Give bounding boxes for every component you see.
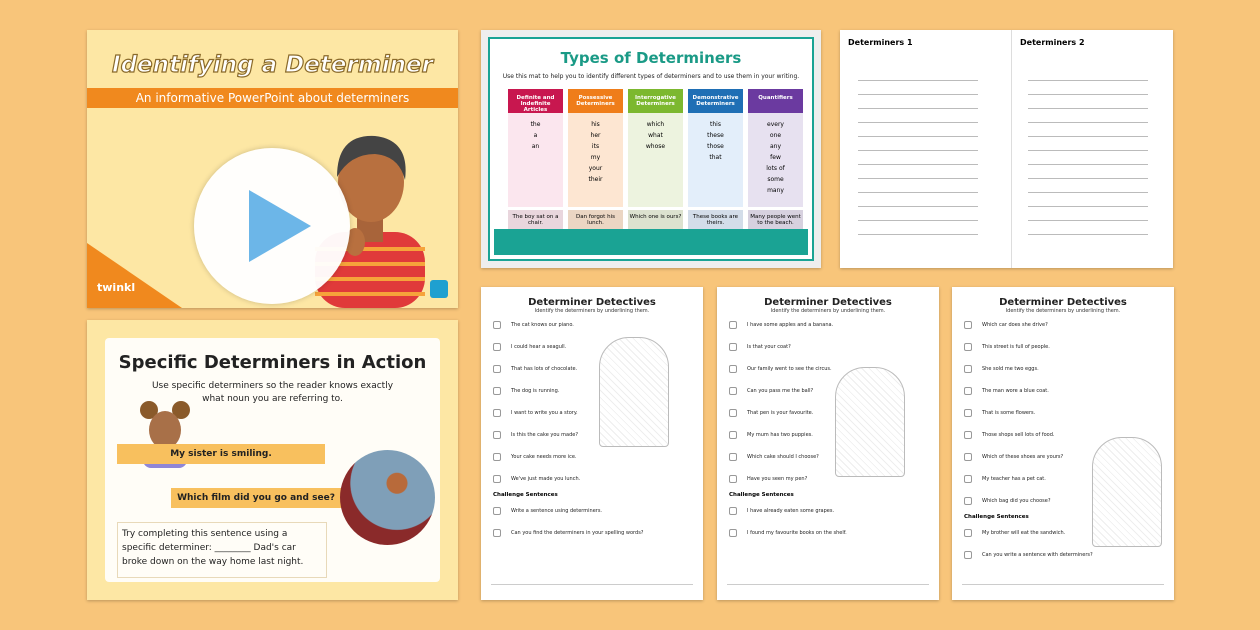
text-line [1028, 220, 1148, 221]
checkbox[interactable] [493, 507, 501, 515]
text-line [858, 164, 978, 165]
checkbox[interactable] [729, 507, 737, 515]
column-words [688, 113, 743, 207]
item-text: Our family went to see the circus. [747, 366, 832, 372]
determiner-word: lots of [766, 165, 785, 172]
list-item [493, 446, 703, 468]
item-text: This street is full of people. [982, 344, 1050, 350]
list-item [964, 314, 1174, 336]
list-item [493, 380, 703, 402]
item-text: She sold me two eggs. [982, 366, 1039, 372]
item-text: The man wore a blue coat. [982, 388, 1049, 394]
column-words [568, 113, 623, 207]
list-item [729, 380, 939, 402]
text-line [1028, 206, 1148, 207]
determiner-word: its [591, 143, 600, 150]
text-line [858, 108, 978, 109]
checkbox[interactable] [964, 453, 972, 461]
determiner-word: any [769, 143, 782, 150]
item-text: Can you find the determiners in your spelling words? [511, 530, 644, 536]
checkbox[interactable] [964, 387, 972, 395]
determiner-word: those [707, 143, 724, 150]
example-sentence-2: Which film did you go and see? [171, 488, 341, 508]
mat-title: Types of Determiners [560, 49, 742, 67]
determiner-word: one [769, 132, 782, 139]
orange-corner [87, 243, 182, 308]
worksheet-footer [962, 584, 1164, 592]
determiners-worksheets-preview[interactable] [840, 30, 1173, 268]
column-header: Possessive Determiners [568, 89, 623, 113]
list-item [493, 358, 703, 380]
determiner-word: some [767, 176, 784, 183]
item-text: That has lots of chocolate. [511, 366, 578, 372]
text-line [1028, 192, 1148, 193]
determiner-word: which [646, 121, 665, 128]
checkbox[interactable] [493, 321, 501, 329]
challenge-item [493, 500, 703, 522]
item-text: My brother will eat the sandwich. [982, 530, 1066, 536]
item-text: Is this the cake you made? [511, 432, 578, 438]
list-item [729, 402, 939, 424]
text-line [858, 150, 978, 151]
item-text: We've just made you lunch. [511, 476, 581, 482]
cinema-image [340, 450, 435, 545]
slide-subtitle: An informative PowerPoint about determiners [87, 88, 458, 108]
challenge-item [729, 500, 939, 522]
list-item [493, 314, 703, 336]
checkbox[interactable] [729, 475, 737, 483]
list-item [729, 446, 939, 468]
text-line [858, 220, 978, 221]
column-words [508, 113, 563, 207]
text-line [1028, 150, 1148, 151]
worksheet-title: Determiner Detectives [764, 297, 892, 308]
determiner-word: what [648, 132, 663, 139]
item-text: The dog is running. [511, 388, 560, 394]
text-line [1028, 178, 1148, 179]
challenge-heading: Challenge Sentences [493, 492, 558, 498]
column-example: These books are theirs. [688, 210, 743, 234]
column-words [748, 113, 803, 207]
list-item [964, 358, 1174, 380]
determiner-word: this [710, 121, 721, 128]
mat-subtitle: Use this mat to help you to identify different types of determiners and to use them in your writing. [502, 73, 800, 80]
text-line [1028, 94, 1148, 95]
item-text: My teacher has a pet cat. [982, 476, 1046, 482]
checkbox[interactable] [964, 431, 972, 439]
determiner-word: their [588, 176, 603, 183]
sheet-title: Determiners 1 [848, 38, 913, 47]
checkbox[interactable] [964, 365, 972, 373]
item-text: Have you seen my pen? [747, 476, 808, 482]
challenge-heading: Challenge Sentences [729, 492, 794, 498]
detective-illustration [599, 337, 669, 447]
determiner-word: a [533, 132, 538, 139]
challenge-item [964, 544, 1174, 566]
checkbox[interactable] [729, 431, 737, 439]
checkbox[interactable] [964, 529, 972, 537]
column-example: Dan forgot his lunch. [568, 210, 623, 234]
list-item [493, 402, 703, 424]
text-line [858, 80, 978, 81]
determiner-column [628, 89, 683, 234]
list-item [493, 336, 703, 358]
determiner-detectives-worksheet[interactable] [717, 287, 939, 600]
worksheet-instruction: Identify the determiners by underlining them. [1005, 308, 1121, 314]
determiner-detectives-worksheet[interactable] [952, 287, 1174, 600]
list-item [964, 336, 1174, 358]
example-sentence-1: My sister is smiling. [117, 444, 325, 464]
text-line [858, 206, 978, 207]
item-text: That is some flowers. [982, 410, 1036, 416]
checkbox[interactable] [493, 431, 501, 439]
worksheet-title: Determiner Detectives [528, 297, 656, 308]
determiner-column [568, 89, 623, 234]
item-text: I have some apples and a banana. [747, 322, 834, 328]
list-item [729, 468, 939, 490]
determiner-word: few [770, 154, 781, 161]
item-text: I could hear a seagull. [511, 344, 567, 350]
slide-description: Use specific determiners so the reader knows exactly what noun you are referring to. [151, 381, 394, 404]
text-line [858, 178, 978, 179]
determiner-word: his [591, 121, 600, 128]
challenge-heading: Challenge Sentences [964, 514, 1029, 520]
badge-icon [430, 280, 448, 298]
list-item [729, 336, 939, 358]
item-text: Can you pass me the ball? [747, 388, 814, 394]
text-line [1028, 234, 1148, 235]
checkbox[interactable] [964, 475, 972, 483]
text-line [1028, 80, 1148, 81]
item-text: I want to write you a story. [511, 410, 578, 416]
item-text: I have already eaten some grapes. [747, 508, 835, 514]
determiner-word: the [530, 121, 541, 128]
list-item [729, 358, 939, 380]
checkbox[interactable] [493, 529, 501, 537]
text-line [1028, 164, 1148, 165]
checkbox[interactable] [729, 321, 737, 329]
text-line [1028, 136, 1148, 137]
play-icon [249, 190, 311, 262]
worksheet-instruction: Identify the determiners by underlining them. [770, 308, 886, 314]
list-item [729, 424, 939, 446]
checkbox[interactable] [729, 387, 737, 395]
slide-heading: Specific Determiners in Action [118, 352, 427, 373]
text-line [858, 192, 978, 193]
checkbox[interactable] [964, 343, 972, 351]
item-text: That pen is your favourite. [747, 410, 814, 416]
list-item [964, 380, 1174, 402]
column-header: Definite and Indefinite Articles [508, 89, 563, 113]
detective-illustration [835, 367, 905, 477]
worksheet-title: Determiner Detectives [999, 297, 1127, 308]
mat-footer [494, 229, 808, 255]
item-text: Those shops sell lots of food. [982, 432, 1055, 438]
checkbox[interactable] [493, 365, 501, 373]
text-line [858, 136, 978, 137]
determiner-word: that [709, 154, 722, 161]
column-header: Interrogative Determiners [628, 89, 683, 113]
list-item [493, 424, 703, 446]
item-text: Write a sentence using determiners. [511, 508, 603, 514]
sheet-determiners-1 [840, 30, 1012, 268]
determiner-column [748, 89, 803, 234]
checkbox[interactable] [729, 343, 737, 351]
determiner-word: every [767, 121, 784, 128]
column-example: Many people went to the beach. [748, 210, 803, 234]
text-line [858, 122, 978, 123]
list-item [729, 314, 939, 336]
item-text: The cat knows our piano. [511, 322, 574, 328]
challenge-item [729, 522, 939, 544]
item-text: I found my favourite books on the shelf. [747, 530, 847, 536]
checkbox[interactable] [493, 409, 501, 417]
sheet-title: Determiners 2 [1020, 38, 1085, 47]
determiner-word: whose [645, 143, 666, 150]
text-line [1028, 108, 1148, 109]
checkbox[interactable] [964, 497, 972, 505]
worksheet-instruction: Identify the determiners by underlining them. [534, 308, 650, 314]
checkbox[interactable] [729, 409, 737, 417]
determiner-word: many [767, 187, 784, 194]
checkbox[interactable] [964, 321, 972, 329]
determiner-word: my [590, 154, 601, 161]
column-words [628, 113, 683, 207]
worksheet-footer [491, 584, 693, 592]
item-text: Is that your coat? [747, 344, 791, 350]
text-line [858, 234, 978, 235]
item-text: Which bag did you choose? [982, 498, 1051, 504]
checkbox[interactable] [729, 453, 737, 461]
checkbox[interactable] [493, 453, 501, 461]
column-example: The boy sat on a chair. [508, 210, 563, 234]
text-line [1028, 122, 1148, 123]
checkbox[interactable] [493, 343, 501, 351]
list-item [493, 468, 703, 490]
item-text: Can you write a sentence with determiners? [982, 552, 1093, 558]
column-header: Quantifiers [748, 89, 803, 113]
detective-illustration [1092, 437, 1162, 547]
checkbox[interactable] [964, 551, 972, 559]
sheet-determiners-2 [1012, 30, 1173, 268]
determiner-column [508, 89, 563, 234]
play-button[interactable] [194, 148, 350, 304]
column-header: Demonstrative Determiners [688, 89, 743, 113]
determiner-column [688, 89, 743, 234]
types-of-determiners-mat[interactable] [481, 30, 821, 268]
slide-title: Identifying a Determiner [112, 52, 433, 78]
item-text: Which car does she drive? [982, 322, 1048, 328]
item-text: My mum has two puppies. [747, 432, 813, 438]
challenge-item [493, 522, 703, 544]
determiner-word: these [707, 132, 724, 139]
checkbox[interactable] [964, 409, 972, 417]
list-item [964, 402, 1174, 424]
checkbox[interactable] [729, 529, 737, 537]
determiner-detectives-worksheet[interactable] [481, 287, 703, 600]
worksheet-footer [727, 584, 929, 592]
item-text: Which of these shoes are yours? [982, 454, 1064, 460]
checkbox[interactable] [493, 475, 501, 483]
determiner-word: an [531, 143, 540, 150]
column-example: Which one is ours? [628, 210, 683, 234]
item-text: Your cake needs more ice. [511, 454, 577, 460]
determiner-word: your [588, 165, 603, 172]
item-text: Which cake should I choose? [747, 454, 819, 460]
twinkl-logo: twinkl [97, 281, 136, 294]
checkbox[interactable] [729, 365, 737, 373]
checkbox[interactable] [493, 387, 501, 395]
text-line [858, 94, 978, 95]
content-slide-preview[interactable] [87, 320, 458, 600]
determiner-word: her [590, 132, 601, 139]
task-box: Try completing this sentence using a specific determiner: ________ Dad's car broke down on the way home last night. [117, 522, 327, 578]
